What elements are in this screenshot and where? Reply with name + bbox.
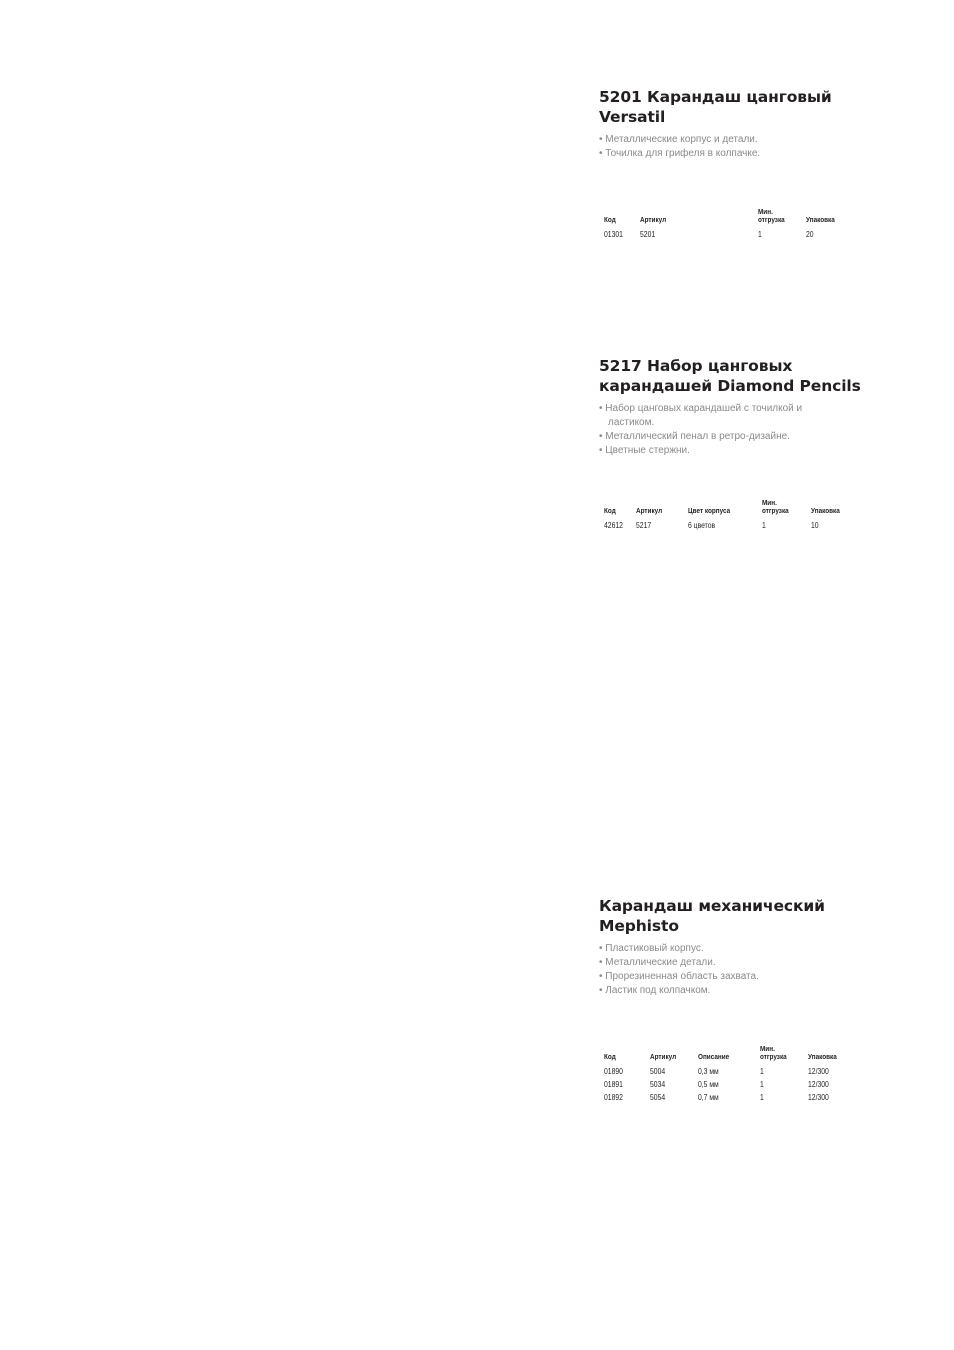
table-cell: 5217 bbox=[636, 521, 652, 530]
product-title: Карандаш механический Mephisto bbox=[599, 897, 825, 935]
product-5201 bbox=[599, 87, 859, 161]
table-cell: 12/300 bbox=[808, 1080, 829, 1089]
feature-item: • Ластик под колпачком. bbox=[599, 984, 859, 998]
table-cell: 1 bbox=[760, 1080, 764, 1089]
column-header: Код bbox=[604, 215, 616, 224]
spec-table-5217 bbox=[604, 499, 851, 532]
table-header-row bbox=[604, 208, 846, 228]
table-cell: 0,3 мм bbox=[698, 1067, 719, 1076]
column-header: Код bbox=[604, 506, 616, 515]
table-cell: 0,5 мм bbox=[698, 1080, 719, 1089]
table-cell: 01890 bbox=[604, 1067, 623, 1076]
table-cell: 42612 bbox=[604, 521, 623, 530]
table-cell: 0,7 мм bbox=[698, 1093, 719, 1102]
table-header-row bbox=[604, 499, 851, 519]
feature-list bbox=[599, 133, 859, 161]
column-header: Упаковка bbox=[806, 215, 835, 224]
feature-item: • Набор цанговых карандашей с точилкой и ластиком. bbox=[599, 402, 824, 430]
feature-item: • Пластиковый корпус. bbox=[599, 942, 859, 956]
column-header: Код bbox=[604, 1052, 616, 1061]
table-cell: 20 bbox=[806, 230, 814, 239]
feature-item: • Металлические корпус и детали. bbox=[599, 133, 859, 147]
table-cell: 01301 bbox=[604, 230, 623, 239]
table-cell: 5034 bbox=[650, 1080, 666, 1089]
table-cell: 1 bbox=[762, 521, 766, 530]
table-cell: 6 цветов bbox=[688, 521, 716, 530]
column-header: Упаковка bbox=[808, 1052, 837, 1061]
table-cell: 12/300 bbox=[808, 1067, 829, 1076]
table-cell: 1 bbox=[760, 1067, 764, 1076]
column-header: Упаковка bbox=[811, 506, 840, 515]
table-cell: 1 bbox=[758, 230, 762, 239]
column-header: Мин. отгрузка bbox=[760, 1044, 787, 1061]
column-header: Мин. отгрузка bbox=[758, 207, 785, 224]
table-row bbox=[604, 1091, 848, 1104]
column-header: Артикул bbox=[636, 506, 663, 515]
product-mephisto bbox=[599, 896, 859, 998]
column-header: Артикул bbox=[650, 1052, 677, 1061]
table-cell: 5054 bbox=[650, 1093, 666, 1102]
spec-table-mephisto bbox=[604, 1045, 848, 1104]
feature-item: • Металлические детали. bbox=[599, 956, 859, 970]
product-5217 bbox=[599, 356, 869, 458]
column-header: Описание bbox=[698, 1052, 730, 1061]
table-cell: 12/300 bbox=[808, 1093, 829, 1102]
table-header-row bbox=[604, 1045, 848, 1065]
spec-table-5201 bbox=[604, 208, 846, 241]
column-header: Артикул bbox=[640, 215, 667, 224]
table-cell: 01892 bbox=[604, 1093, 623, 1102]
table-cell: 5201 bbox=[640, 230, 656, 239]
table-cell: 10 bbox=[811, 521, 819, 530]
table-row bbox=[604, 228, 846, 241]
product-title: 5217 Набор цанговых карандашей Diamond Pencils bbox=[599, 357, 861, 395]
feature-item: • Точилка для грифеля в колпачке. bbox=[599, 147, 859, 161]
feature-list bbox=[599, 942, 859, 998]
feature-item: • Прорезиненная область захвата. bbox=[599, 970, 859, 984]
column-header: Цвет корпуса bbox=[688, 506, 731, 515]
table-row bbox=[604, 519, 851, 532]
feature-item: • Цветные стержни. bbox=[599, 444, 824, 458]
product-title: 5201 Карандаш цанговый Versatil bbox=[599, 88, 832, 126]
table-cell: 1 bbox=[760, 1093, 764, 1102]
table-row bbox=[604, 1065, 848, 1078]
table-row bbox=[604, 1078, 848, 1091]
column-header: Мин. отгрузка bbox=[762, 498, 789, 515]
table-cell: 5004 bbox=[650, 1067, 666, 1076]
table-cell: 01891 bbox=[604, 1080, 623, 1089]
feature-item: • Металлический пенал в ретро-дизайне. bbox=[599, 430, 824, 444]
feature-list bbox=[599, 402, 824, 458]
